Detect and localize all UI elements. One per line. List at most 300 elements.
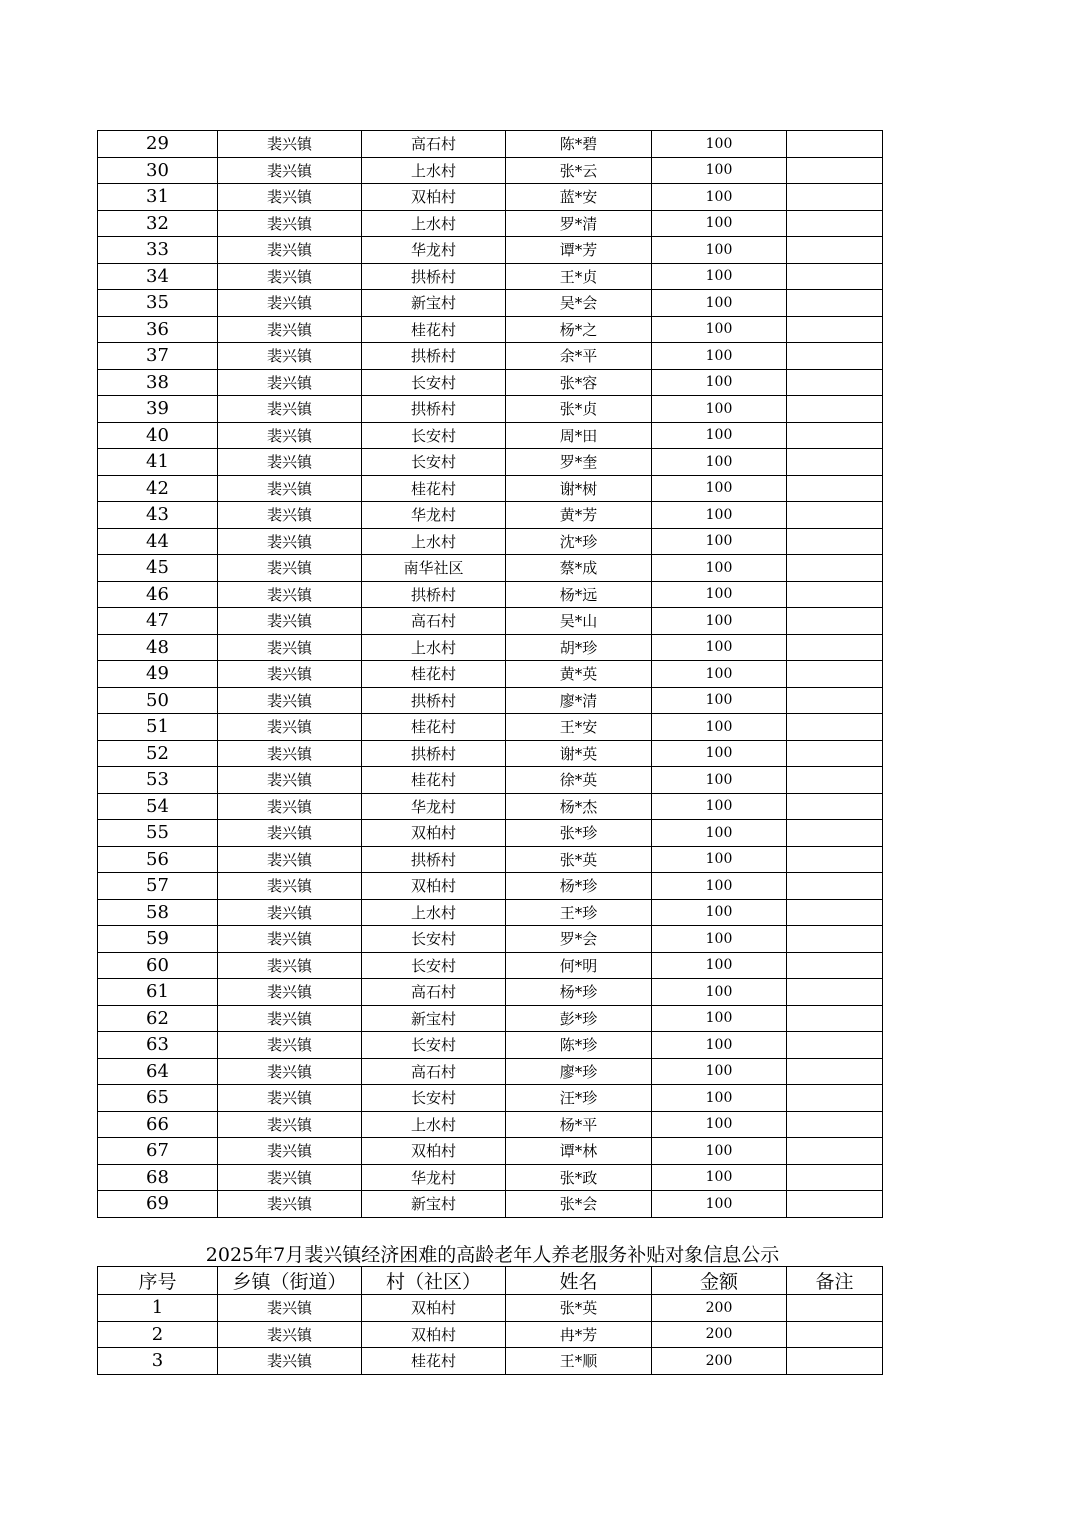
cell-village: 长安村 (362, 952, 506, 979)
cell-village: 拱桥村 (362, 846, 506, 873)
cell-remark (787, 873, 883, 900)
cell-amount: 100 (652, 1005, 787, 1032)
cell-name: 黄*芳 (506, 502, 652, 529)
table-row (98, 343, 883, 370)
table-row (98, 263, 883, 290)
table-row (98, 634, 883, 661)
cell-seq: 55 (98, 820, 218, 847)
table-row (98, 316, 883, 343)
cell-village: 双柏村 (362, 1138, 506, 1165)
table-row (98, 899, 883, 926)
cell-name: 杨*珍 (506, 979, 652, 1006)
cell-amount: 100 (652, 634, 787, 661)
cell-remark (787, 449, 883, 476)
cell-village: 桂花村 (362, 475, 506, 502)
cell-name: 杨*杰 (506, 793, 652, 820)
cell-name: 罗*会 (506, 926, 652, 953)
header-amount: 金额 (652, 1267, 787, 1295)
cell-amount: 100 (652, 1138, 787, 1165)
cell-name: 张*英 (506, 846, 652, 873)
table-row (98, 157, 883, 184)
cell-town: 裴兴镇 (218, 131, 362, 158)
table-header-row (98, 1267, 883, 1295)
cell-remark (787, 1295, 883, 1322)
cell-village: 双柏村 (362, 184, 506, 211)
cell-name: 罗*清 (506, 210, 652, 237)
cell-seq: 57 (98, 873, 218, 900)
cell-name: 罗*奎 (506, 449, 652, 476)
cell-village: 华龙村 (362, 793, 506, 820)
cell-name: 徐*英 (506, 767, 652, 794)
cell-remark (787, 846, 883, 873)
cell-remark (787, 926, 883, 953)
cell-town: 裴兴镇 (218, 290, 362, 317)
cell-remark (787, 714, 883, 741)
table-row (98, 237, 883, 264)
table-row (98, 396, 883, 423)
cell-amount: 100 (652, 210, 787, 237)
cell-amount: 200 (652, 1295, 787, 1322)
cell-village: 双柏村 (362, 1321, 506, 1348)
cell-name: 吴*会 (506, 290, 652, 317)
cell-remark (787, 661, 883, 688)
cell-name: 陈*珍 (506, 1032, 652, 1059)
subsidy-table-body (98, 131, 883, 1218)
cell-village: 高石村 (362, 608, 506, 635)
cell-seq: 58 (98, 899, 218, 926)
cell-name: 王*安 (506, 714, 652, 741)
table-row (98, 502, 883, 529)
high-age-subsidy-table-body (98, 1267, 883, 1375)
cell-amount: 100 (652, 740, 787, 767)
cell-amount: 200 (652, 1348, 787, 1375)
table-row (98, 793, 883, 820)
cell-remark (787, 1191, 883, 1218)
cell-town: 裴兴镇 (218, 502, 362, 529)
cell-village: 南华社区 (362, 555, 506, 582)
table-row (98, 369, 883, 396)
cell-village: 上水村 (362, 634, 506, 661)
cell-seq: 64 (98, 1058, 218, 1085)
header-remark: 备注 (787, 1267, 883, 1295)
cell-village: 高石村 (362, 1058, 506, 1085)
cell-name: 冉*芳 (506, 1321, 652, 1348)
cell-village: 双柏村 (362, 1295, 506, 1322)
cell-remark (787, 131, 883, 158)
table-row (98, 528, 883, 555)
cell-remark (787, 502, 883, 529)
cell-town: 裴兴镇 (218, 608, 362, 635)
cell-seq: 49 (98, 661, 218, 688)
cell-remark (787, 343, 883, 370)
cell-town: 裴兴镇 (218, 1348, 362, 1375)
table-row (98, 1085, 883, 1112)
cell-remark (787, 1005, 883, 1032)
table-row (98, 581, 883, 608)
cell-name: 蓝*安 (506, 184, 652, 211)
cell-remark (787, 820, 883, 847)
cell-seq: 68 (98, 1164, 218, 1191)
cell-town: 裴兴镇 (218, 661, 362, 688)
cell-town: 裴兴镇 (218, 846, 362, 873)
header-name: 姓名 (506, 1267, 652, 1295)
cell-town: 裴兴镇 (218, 820, 362, 847)
table-row (98, 475, 883, 502)
cell-town: 裴兴镇 (218, 184, 362, 211)
cell-town: 裴兴镇 (218, 1164, 362, 1191)
cell-seq: 46 (98, 581, 218, 608)
table-row (98, 1111, 883, 1138)
cell-amount: 100 (652, 581, 787, 608)
cell-name: 廖*珍 (506, 1058, 652, 1085)
cell-remark (787, 555, 883, 582)
cell-name: 张*贞 (506, 396, 652, 423)
cell-village: 双柏村 (362, 873, 506, 900)
cell-remark (787, 608, 883, 635)
cell-seq: 69 (98, 1191, 218, 1218)
cell-seq: 30 (98, 157, 218, 184)
cell-seq: 2 (98, 1321, 218, 1348)
cell-village: 上水村 (362, 528, 506, 555)
cell-name: 杨*之 (506, 316, 652, 343)
cell-amount: 100 (652, 979, 787, 1006)
table-row (98, 555, 883, 582)
cell-remark (787, 210, 883, 237)
cell-amount: 100 (652, 793, 787, 820)
table-row (98, 1005, 883, 1032)
cell-name: 黄*英 (506, 661, 652, 688)
cell-seq: 61 (98, 979, 218, 1006)
cell-town: 裴兴镇 (218, 528, 362, 555)
cell-amount: 100 (652, 899, 787, 926)
cell-village: 华龙村 (362, 1164, 506, 1191)
cell-town: 裴兴镇 (218, 343, 362, 370)
cell-village: 拱桥村 (362, 263, 506, 290)
cell-remark (787, 979, 883, 1006)
cell-town: 裴兴镇 (218, 1032, 362, 1059)
cell-seq: 40 (98, 422, 218, 449)
cell-seq: 33 (98, 237, 218, 264)
header-seq: 序号 (98, 1267, 218, 1295)
cell-village: 桂花村 (362, 767, 506, 794)
cell-name: 谭*林 (506, 1138, 652, 1165)
cell-seq: 38 (98, 369, 218, 396)
cell-village: 双柏村 (362, 820, 506, 847)
table-row (98, 661, 883, 688)
high-age-subsidy-table (97, 1266, 883, 1375)
table-row (98, 1058, 883, 1085)
table-row (98, 687, 883, 714)
cell-village: 桂花村 (362, 1348, 506, 1375)
cell-name: 沈*珍 (506, 528, 652, 555)
cell-remark (787, 396, 883, 423)
cell-town: 裴兴镇 (218, 555, 362, 582)
cell-town: 裴兴镇 (218, 1058, 362, 1085)
cell-amount: 100 (652, 608, 787, 635)
cell-town: 裴兴镇 (218, 316, 362, 343)
header-town: 乡镇（街道） (218, 1267, 362, 1295)
table-row (98, 422, 883, 449)
cell-remark (787, 290, 883, 317)
cell-name: 汪*珍 (506, 1085, 652, 1112)
cell-village: 拱桥村 (362, 687, 506, 714)
cell-village: 拱桥村 (362, 396, 506, 423)
cell-seq: 44 (98, 528, 218, 555)
cell-seq: 54 (98, 793, 218, 820)
cell-name: 张*会 (506, 1191, 652, 1218)
cell-amount: 200 (652, 1321, 787, 1348)
cell-village: 华龙村 (362, 502, 506, 529)
cell-village: 拱桥村 (362, 740, 506, 767)
cell-name: 谭*芳 (506, 237, 652, 264)
cell-village: 上水村 (362, 899, 506, 926)
cell-town: 裴兴镇 (218, 767, 362, 794)
cell-seq: 53 (98, 767, 218, 794)
cell-seq: 37 (98, 343, 218, 370)
section-title: 2025年7月裴兴镇经济困难的高龄老年人养老服务补贴对象信息公示 (205, 1244, 780, 1266)
cell-remark (787, 634, 883, 661)
cell-name: 张*政 (506, 1164, 652, 1191)
cell-remark (787, 767, 883, 794)
cell-name: 张*英 (506, 1295, 652, 1322)
cell-remark (787, 952, 883, 979)
cell-seq: 29 (98, 131, 218, 158)
cell-remark (787, 475, 883, 502)
cell-amount: 100 (652, 502, 787, 529)
cell-town: 裴兴镇 (218, 979, 362, 1006)
table-row (98, 846, 883, 873)
cell-town: 裴兴镇 (218, 1191, 362, 1218)
cell-town: 裴兴镇 (218, 157, 362, 184)
cell-name: 王*顺 (506, 1348, 652, 1375)
cell-village: 长安村 (362, 369, 506, 396)
cell-seq: 34 (98, 263, 218, 290)
cell-town: 裴兴镇 (218, 899, 362, 926)
cell-amount: 100 (652, 714, 787, 741)
cell-amount: 100 (652, 687, 787, 714)
cell-town: 裴兴镇 (218, 1321, 362, 1348)
cell-remark (787, 1164, 883, 1191)
cell-remark (787, 1321, 883, 1348)
cell-town: 裴兴镇 (218, 210, 362, 237)
table-row (98, 767, 883, 794)
cell-town: 裴兴镇 (218, 926, 362, 953)
cell-town: 裴兴镇 (218, 1005, 362, 1032)
table-row (98, 1348, 883, 1375)
cell-remark (787, 740, 883, 767)
table-row (98, 873, 883, 900)
cell-amount: 100 (652, 1032, 787, 1059)
cell-village: 桂花村 (362, 714, 506, 741)
cell-town: 裴兴镇 (218, 687, 362, 714)
cell-town: 裴兴镇 (218, 581, 362, 608)
cell-amount: 100 (652, 290, 787, 317)
subsidy-table-continued (97, 130, 883, 1218)
cell-town: 裴兴镇 (218, 793, 362, 820)
cell-amount: 100 (652, 475, 787, 502)
cell-name: 杨*珍 (506, 873, 652, 900)
cell-village: 新宝村 (362, 1191, 506, 1218)
cell-amount: 100 (652, 157, 787, 184)
cell-town: 裴兴镇 (218, 873, 362, 900)
cell-town: 裴兴镇 (218, 369, 362, 396)
cell-amount: 100 (652, 873, 787, 900)
cell-remark (787, 1111, 883, 1138)
cell-village: 长安村 (362, 926, 506, 953)
cell-amount: 100 (652, 767, 787, 794)
cell-name: 陈*碧 (506, 131, 652, 158)
cell-seq: 52 (98, 740, 218, 767)
cell-town: 裴兴镇 (218, 740, 362, 767)
cell-amount: 100 (652, 1058, 787, 1085)
cell-name: 杨*远 (506, 581, 652, 608)
table-row (98, 1295, 883, 1322)
cell-remark (787, 581, 883, 608)
cell-seq: 51 (98, 714, 218, 741)
cell-amount: 100 (652, 343, 787, 370)
cell-name: 杨*平 (506, 1111, 652, 1138)
cell-amount: 100 (652, 820, 787, 847)
cell-remark (787, 1348, 883, 1375)
cell-amount: 100 (652, 528, 787, 555)
cell-amount: 100 (652, 449, 787, 476)
cell-name: 彭*珍 (506, 1005, 652, 1032)
table-row (98, 1164, 883, 1191)
cell-seq: 35 (98, 290, 218, 317)
cell-town: 裴兴镇 (218, 475, 362, 502)
cell-amount: 100 (652, 1191, 787, 1218)
cell-village: 拱桥村 (362, 581, 506, 608)
cell-amount: 100 (652, 369, 787, 396)
table-row (98, 1138, 883, 1165)
cell-seq: 62 (98, 1005, 218, 1032)
cell-name: 周*田 (506, 422, 652, 449)
cell-amount: 100 (652, 1164, 787, 1191)
table-row (98, 1032, 883, 1059)
cell-village: 长安村 (362, 1032, 506, 1059)
cell-seq: 32 (98, 210, 218, 237)
cell-remark (787, 1032, 883, 1059)
cell-amount: 100 (652, 422, 787, 449)
cell-amount: 100 (652, 131, 787, 158)
cell-seq: 67 (98, 1138, 218, 1165)
cell-seq: 48 (98, 634, 218, 661)
cell-name: 廖*清 (506, 687, 652, 714)
cell-amount: 100 (652, 661, 787, 688)
cell-remark (787, 1085, 883, 1112)
cell-village: 上水村 (362, 1111, 506, 1138)
cell-amount: 100 (652, 1085, 787, 1112)
cell-seq: 39 (98, 396, 218, 423)
cell-town: 裴兴镇 (218, 1295, 362, 1322)
cell-seq: 45 (98, 555, 218, 582)
table-row (98, 979, 883, 1006)
table-row (98, 449, 883, 476)
cell-seq: 65 (98, 1085, 218, 1112)
cell-seq: 3 (98, 1348, 218, 1375)
cell-remark (787, 1138, 883, 1165)
cell-name: 胡*珍 (506, 634, 652, 661)
cell-remark (787, 1058, 883, 1085)
cell-seq: 56 (98, 846, 218, 873)
header-village: 村（社区） (362, 1267, 506, 1295)
cell-amount: 100 (652, 1111, 787, 1138)
cell-village: 桂花村 (362, 661, 506, 688)
cell-name: 张*容 (506, 369, 652, 396)
cell-seq: 42 (98, 475, 218, 502)
cell-town: 裴兴镇 (218, 714, 362, 741)
table-row (98, 290, 883, 317)
cell-town: 裴兴镇 (218, 396, 362, 423)
cell-remark (787, 899, 883, 926)
cell-remark (787, 793, 883, 820)
cell-town: 裴兴镇 (218, 1111, 362, 1138)
table-row (98, 740, 883, 767)
cell-remark (787, 528, 883, 555)
table-row (98, 210, 883, 237)
cell-village: 新宝村 (362, 1005, 506, 1032)
table-row (98, 714, 883, 741)
table-row (98, 926, 883, 953)
cell-name: 张*珍 (506, 820, 652, 847)
cell-name: 余*平 (506, 343, 652, 370)
cell-seq: 66 (98, 1111, 218, 1138)
table-row (98, 1321, 883, 1348)
cell-town: 裴兴镇 (218, 1085, 362, 1112)
cell-town: 裴兴镇 (218, 422, 362, 449)
cell-village: 长安村 (362, 422, 506, 449)
cell-village: 华龙村 (362, 237, 506, 264)
cell-village: 高石村 (362, 131, 506, 158)
cell-name: 王*珍 (506, 899, 652, 926)
cell-remark (787, 422, 883, 449)
table-row (98, 1191, 883, 1218)
cell-remark (787, 237, 883, 264)
table-row (98, 820, 883, 847)
cell-name: 吴*山 (506, 608, 652, 635)
cell-amount: 100 (652, 952, 787, 979)
cell-village: 长安村 (362, 449, 506, 476)
cell-remark (787, 369, 883, 396)
cell-remark (787, 687, 883, 714)
cell-town: 裴兴镇 (218, 952, 362, 979)
cell-name: 何*明 (506, 952, 652, 979)
cell-town: 裴兴镇 (218, 237, 362, 264)
table-row (98, 608, 883, 635)
cell-seq: 41 (98, 449, 218, 476)
cell-town: 裴兴镇 (218, 634, 362, 661)
cell-name: 谢*树 (506, 475, 652, 502)
cell-name: 张*云 (506, 157, 652, 184)
cell-name: 蔡*成 (506, 555, 652, 582)
cell-village: 长安村 (362, 1085, 506, 1112)
cell-seq: 31 (98, 184, 218, 211)
cell-village: 上水村 (362, 210, 506, 237)
cell-amount: 100 (652, 555, 787, 582)
cell-village: 拱桥村 (362, 343, 506, 370)
cell-name: 谢*英 (506, 740, 652, 767)
cell-remark (787, 316, 883, 343)
cell-town: 裴兴镇 (218, 1138, 362, 1165)
cell-seq: 60 (98, 952, 218, 979)
cell-amount: 100 (652, 184, 787, 211)
table-row (98, 952, 883, 979)
cell-amount: 100 (652, 926, 787, 953)
table-row (98, 184, 883, 211)
cell-seq: 59 (98, 926, 218, 953)
cell-amount: 100 (652, 237, 787, 264)
table-row (98, 131, 883, 158)
